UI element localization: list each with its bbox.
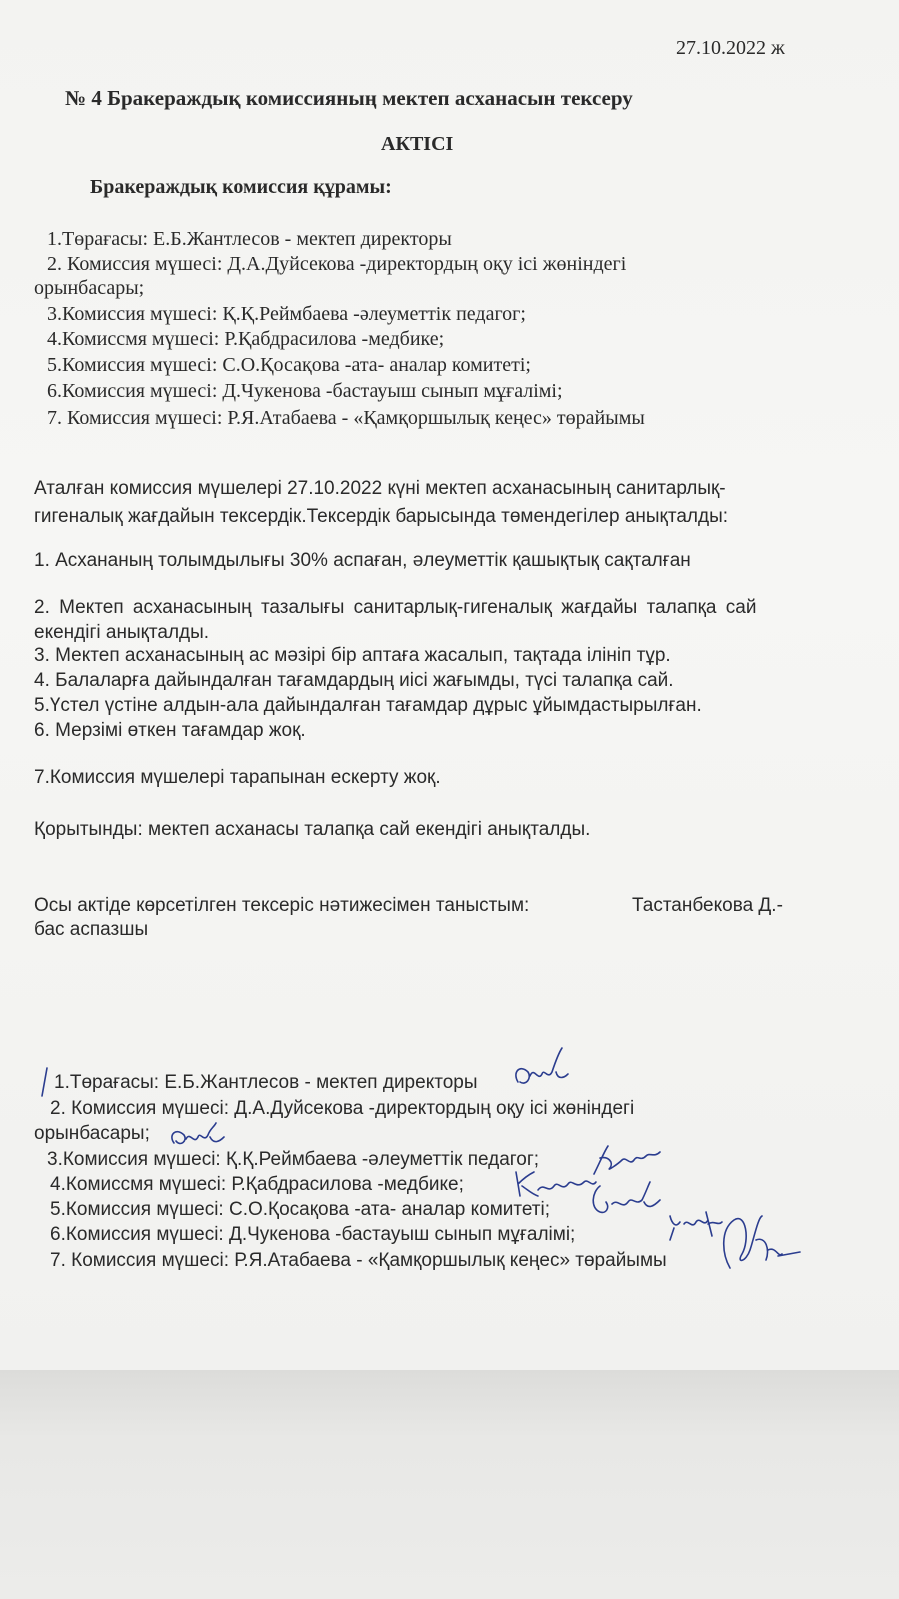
acknowledgement-text: Осы актіде көрсетілген тексеріс нәтижесімен таныстым:	[34, 895, 530, 916]
composition-heading: Бракераждық комиссия құрамы:	[90, 176, 392, 198]
finding-item: 7.Комиссия мүшелері тарапынан ескерту жоқ.	[34, 767, 441, 788]
signature-member-3	[588, 1140, 668, 1180]
signature-line: 5.Комиссия мүшесі: С.О.Қосақова -ата- аналар комитеті;	[50, 1199, 551, 1220]
background-surface	[0, 1370, 899, 1599]
member-line: 4.Комиссмя мүшесі: Р.Қабдрасилова -медбике;	[47, 328, 445, 350]
finding-item: 4. Балаларға дайындалған тағамдардың иісі жағымды, түсі талапқа сай.	[34, 670, 674, 691]
member-line: 5.Комиссия мүшесі: С.О.Қосақова -ата- аналар комитеті;	[47, 354, 531, 376]
intro-text: гигеналық жағдайын тексердік.Тексердік барысында төмендегілер анықталды:	[34, 506, 729, 527]
finding-item: 3. Мектеп асханасының ас мәзірі бір аптаға жасалып, тақтада ілініп тұр.	[34, 645, 671, 666]
signature-chairman	[508, 1042, 576, 1094]
intro-text: Аталған комиссия мүшелері 27.10.2022 күні мектеп асханасының санитарлық-	[34, 478, 726, 499]
signature-line: 7. Комиссия мүшесі: Р.Я.Атабаева - «Қамқоршылық кеңес» төрайымы	[50, 1250, 667, 1271]
acknowledgement-role: бас аспазшы	[34, 919, 149, 940]
signature-line: 1.Төрағасы: Е.Б.Жантлесов - мектеп директоры	[54, 1072, 478, 1093]
signature-member-5	[586, 1180, 666, 1220]
signature-line: 4.Комиссмя мүшесі: Р.Қабдрасилова -медбике;	[50, 1174, 464, 1195]
margin-pen-mark	[38, 1066, 50, 1100]
signature-member-2	[166, 1119, 228, 1153]
member-line: 2. Комиссия мүшесі: Д.А.Дуйсекова -директордың оқу ісі жөніндегі	[47, 253, 627, 275]
document-subtitle: АКТІСІ	[381, 133, 454, 155]
finding-item: 6. Мерзімі өткен тағамдар жоқ.	[34, 720, 306, 741]
document-title: № 4 Бракераждық комиссияның мектеп асханасын тексеру	[65, 86, 633, 110]
acknowledgement-name: Тастанбекова Д.-	[632, 895, 783, 916]
document-date: 27.10.2022 ж	[676, 37, 785, 59]
member-line: 3.Комиссия мүшесі: Қ.Қ.Реймбаева -әлеуметтік педагог;	[47, 303, 526, 325]
member-line: 6.Комиссия мүшесі: Д.Чукенова -бастауыш сынып мұғалімі;	[47, 380, 563, 402]
signature-member-6	[662, 1206, 724, 1244]
finding-item: екендігі анықталды.	[34, 622, 210, 643]
signature-line: 6.Комиссия мүшесі: Д.Чукенова -бастауыш сынып мұғалімі;	[50, 1224, 576, 1245]
finding-item: 2. Мектеп асханасының тазалығы санитарлық-гигеналық жағдайы талапқа сай	[34, 597, 757, 618]
member-line: 1.Төрағасы: Е.Б.Жантлесов - мектеп директоры	[47, 228, 452, 250]
finding-item: 5.Үстел үстіне алдын-ала дайындалған тағамдар дұрыс ұйымдастырылған.	[34, 695, 702, 716]
signature-member-7	[716, 1210, 802, 1276]
signature-member-4	[508, 1164, 598, 1202]
member-line: 7. Комиссия мүшесі: Р.Я.Атабаева - «Қамқоршылық кеңес» төрайымы	[47, 407, 645, 429]
member-line: орынбасары;	[34, 277, 145, 299]
conclusion-text: Қорытынды: мектеп асханасы талапқа сай екендігі анықталды.	[34, 819, 591, 840]
finding-item: 1. Асхананың толымдылығы 30% аспаған, әлеуметтік қашықтық сақталған	[34, 550, 691, 571]
signature-line: орынбасары;	[34, 1123, 150, 1144]
signature-line: 3.Комиссия мүшесі: Қ.Қ.Реймбаева -әлеуметтік педагог;	[47, 1149, 540, 1170]
signature-line: 2. Комиссия мүшесі: Д.А.Дуйсекова -директордың оқу ісі жөніндегі	[50, 1098, 635, 1119]
